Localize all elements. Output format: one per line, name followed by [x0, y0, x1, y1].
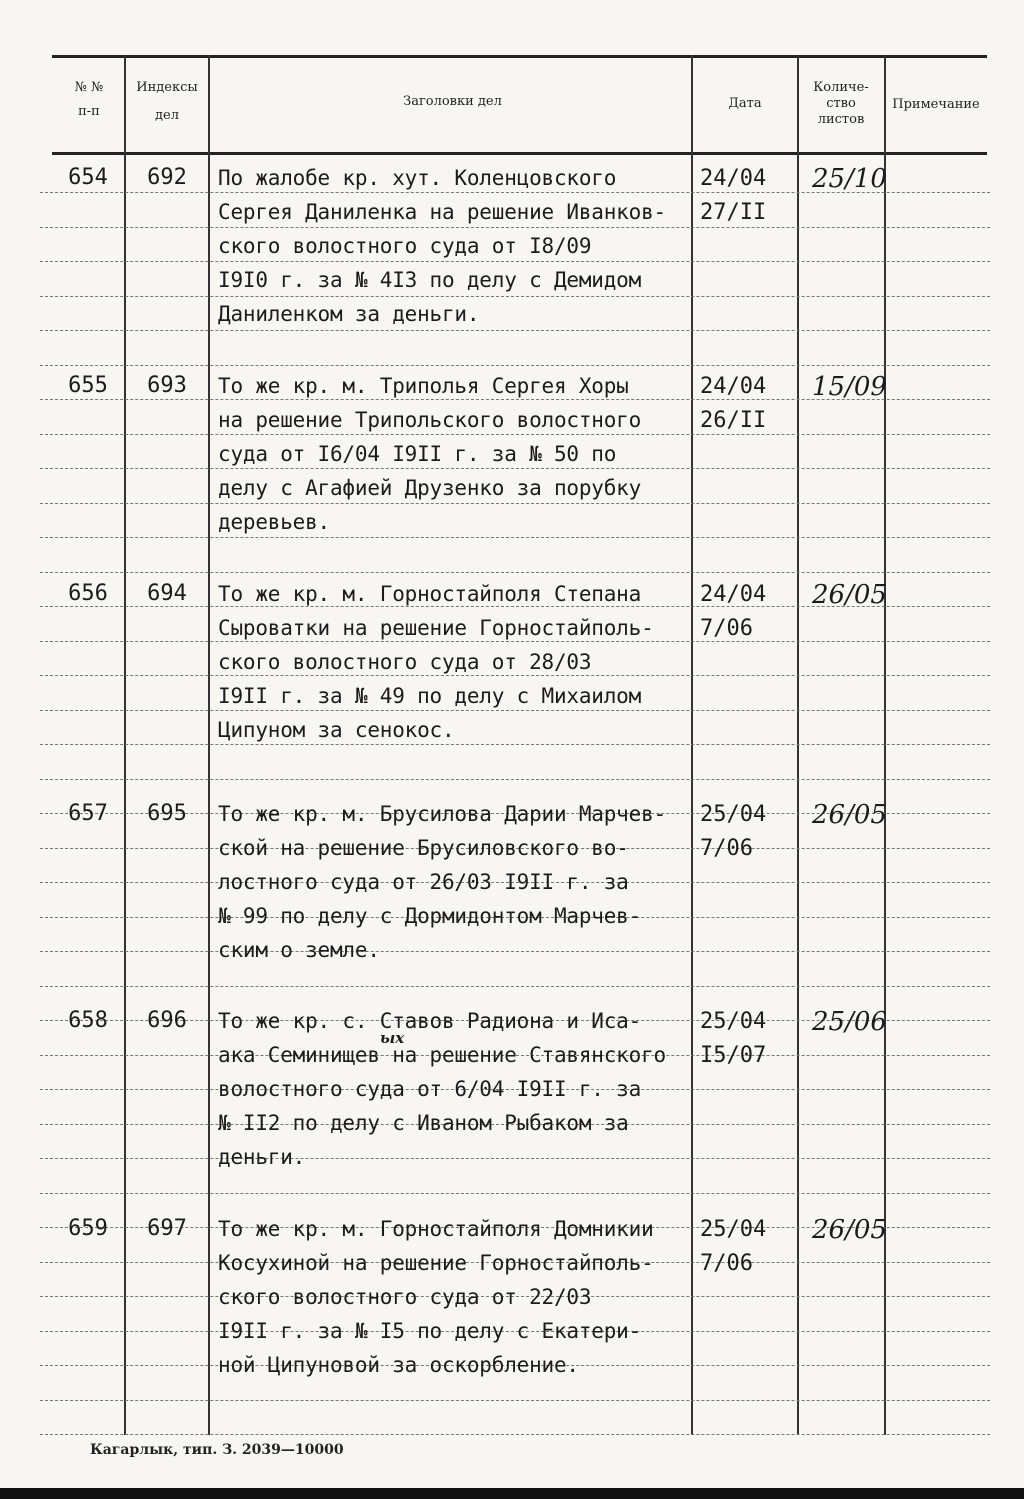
ruled-line [40, 572, 990, 574]
row-number: 656 [68, 581, 108, 606]
ruled-line [40, 503, 990, 505]
case-date: 24/04 [700, 166, 767, 191]
header-index-label: Индексы [136, 80, 198, 95]
sheet-count-handwritten: 26/05 [812, 1215, 887, 1245]
case-title-line: То же кр. м. Брусилова Дарии Марчев- [218, 802, 666, 826]
header-notes: Примечание [892, 97, 980, 112]
case-date: 7/06 [700, 1251, 753, 1276]
case-title-line: лостного суда от 26/03 I9II г. за [218, 870, 629, 894]
ruled-line [40, 641, 990, 643]
case-title-line: Косухиной на решение Горностайполь- [218, 1251, 654, 1275]
case-date: 26/II [700, 408, 767, 433]
ruled-line [40, 675, 990, 677]
row-number: 655 [68, 373, 108, 398]
case-title-line: I9II г. за № 49 по делу с Михаилом [218, 684, 642, 708]
case-title-line: То же кр. м. Триполья Сергея Хоры [218, 374, 629, 398]
handwritten-annotation: ых [380, 1029, 405, 1047]
case-date: 27/II [700, 200, 767, 225]
table-top-border [52, 55, 987, 58]
case-date: 7/06 [700, 616, 753, 641]
row-index: 693 [147, 373, 187, 398]
case-title-line: То же кр. м. Горностайполя Домникии [218, 1217, 654, 1241]
ruled-line [40, 296, 990, 298]
ruled-line [40, 951, 990, 953]
case-title-line: № II2 по делу с Иваном Рыбаком за [218, 1111, 629, 1135]
case-date: 24/04 [700, 374, 767, 399]
case-date: 25/04 [700, 1009, 767, 1034]
case-title-line: Сергея Даниленка на решение Иванков- [218, 200, 666, 224]
row-index: 694 [147, 581, 187, 606]
case-title-line: ского волостного суда от 22/03 [218, 1285, 592, 1309]
header-sheet-count: Количе- ство листов [813, 80, 869, 127]
row-number: 654 [68, 165, 108, 190]
ruled-line [40, 1400, 990, 1402]
ruled-line [40, 261, 990, 263]
header-number-label: № № [74, 80, 104, 95]
case-date: 7/06 [700, 836, 753, 861]
case-title-line: № 99 по делу с Дормидонтом Марчев- [218, 904, 642, 928]
ruled-line [40, 365, 990, 367]
case-title-line: ака Семинищев на решение Ставянского [218, 1043, 666, 1067]
ruled-line [40, 1434, 990, 1436]
case-title-line: I9II г. за № I5 по делу с Екатери- [218, 1319, 642, 1343]
case-title-line: То же кр. м. Горностайполя Степана [218, 582, 642, 606]
sheet-count-handwritten: 25/06 [812, 1007, 887, 1037]
row-number: 659 [68, 1216, 108, 1241]
header-index-sub: дел [155, 108, 179, 123]
case-title-line: ским о земле. [218, 938, 380, 962]
ruled-line [40, 710, 990, 712]
case-date: 25/04 [700, 802, 767, 827]
case-title-line: суда от I6/04 I9II г. за № 50 по [218, 442, 617, 466]
case-title-line: делу с Агафией Друзенко за порубку [218, 476, 642, 500]
sheet-count-handwritten: 15/09 [812, 372, 887, 402]
ruled-line [40, 1158, 990, 1160]
case-title-line: на решение Трипольского волостного [218, 408, 642, 432]
ruled-line [40, 779, 990, 781]
case-title-line: деревьев. [218, 510, 330, 534]
case-date: I5/07 [700, 1043, 767, 1068]
header-number [55, 80, 123, 120]
header-titles: Заголовки дел [403, 94, 502, 109]
printer-imprint: Кагарлык, тип. З. 2039—10000 [90, 1442, 344, 1458]
case-date: 24/04 [700, 582, 767, 607]
case-title-line: Сыроватки на решение Горностайполь- [218, 616, 654, 640]
case-date: 25/04 [700, 1217, 767, 1242]
case-title-line: ского волостного суда от I8/09 [218, 234, 592, 258]
header-index [128, 80, 206, 124]
ruled-line [40, 744, 990, 746]
case-title-line: ского волостного суда от 28/03 [218, 650, 592, 674]
ruled-line [40, 986, 990, 988]
case-title-line: Даниленком за деньги. [218, 302, 480, 326]
case-title-line: Ципуном за сенокос. [218, 718, 455, 742]
header-number-sub: п-п [78, 104, 100, 119]
row-number: 657 [68, 801, 108, 826]
row-index: 692 [147, 165, 187, 190]
case-title-line: ной Ципуновой за оскорбление. [218, 1353, 579, 1377]
case-title-line: По жалобе кр. хут. Коленцовского [218, 166, 617, 190]
case-title-line: То же кр. с. Ставов Радиона и Иса- [218, 1009, 642, 1033]
row-index: 697 [147, 1216, 187, 1241]
ruled-line [40, 468, 990, 470]
scan-bottom-edge [0, 1488, 1024, 1499]
row-index: 696 [147, 1008, 187, 1033]
case-title-line: деньги. [218, 1145, 306, 1169]
case-title-line: ской на решение Брусиловского во- [218, 836, 629, 860]
row-number: 658 [68, 1008, 108, 1033]
sheet-count-handwritten: 25/10 [812, 164, 887, 194]
case-title-line: I9I0 г. за № 4I3 по делу с Демидом [218, 268, 642, 292]
ruled-line [40, 227, 990, 229]
sheet-count-handwritten: 26/05 [812, 580, 887, 610]
ruled-line [40, 537, 990, 539]
case-title-line: волостного суда от 6/04 I9II г. за [218, 1077, 642, 1101]
sheet-count-handwritten: 26/05 [812, 800, 887, 830]
ruled-line [40, 434, 990, 436]
row-index: 695 [147, 801, 187, 826]
ruled-line [40, 1193, 990, 1195]
header-date: Дата [728, 96, 762, 111]
ruled-line [40, 330, 990, 332]
header-separator [52, 152, 987, 155]
